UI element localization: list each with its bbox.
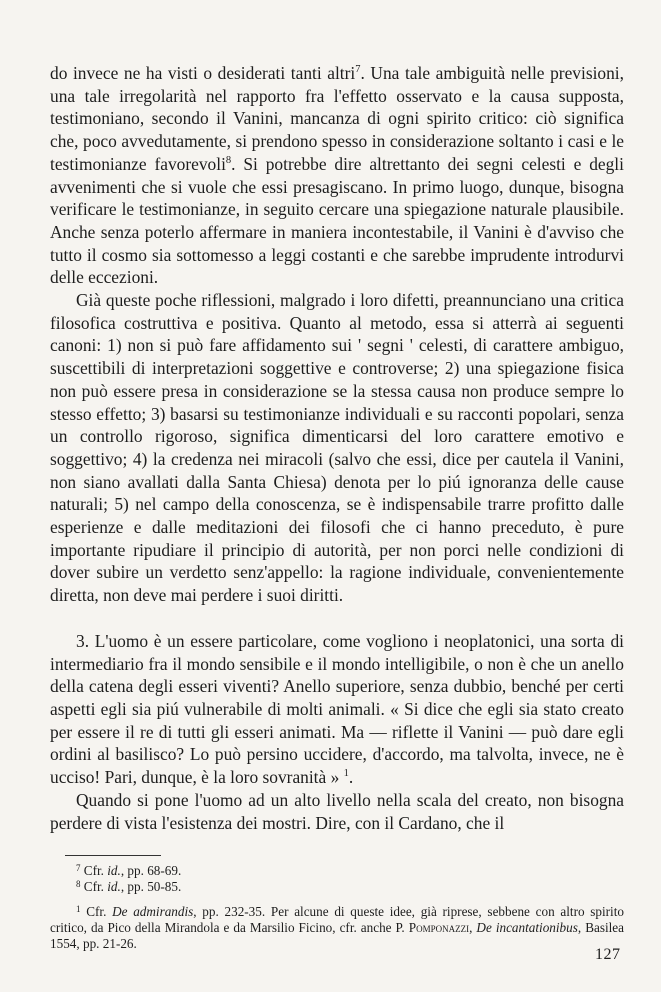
footnote-7: $^7$ Cfr. id., pp. 68-69.	[76, 863, 182, 878]
paragraph-2: Già queste poche riflessioni, malgrado i loro difetti, preannunciano una critica filosofica costruttiva e positiva. Quanto al metodo, essa si atterrà ai seguenti canoni: 1) non si può fare affidamento sui ' segni ' celesti, di carattere ambiguo, suscettibili di interpretazioni soggettive e controverse; 2) una spiegazione fisica non può essere presa in considerazione se la stessa causa non produce sempre lo stesso effetto; 3) basarsi su testimonianze individuali e su racconti popolari, senza un controllo rigoroso, significa dimenticarsi del loro carattere emotivo e soggettivo; 4) la credenza nei miracoli (salvo che essi, dice per cautela il Vanini, non siano avallati dalla Santa Chiesa) denota per lo piú ignoranza delle cause naturali; 5) nel campo della conoscenza, se è indispensabile trarre profitto dalle esperienze e dalle meditazioni dei filosofi che ci hanno preceduto, è pure importante ripudiare il principio di autorità, per non porci nelle condizioni di dover subire un verdetto senz'appello: la ragione individuale, convenientemente diretta, non deve mai perdere i suoi diritti.	[50, 290, 624, 606]
footnotes-continued	[50, 863, 624, 895]
footnote-ref: 7	[355, 64, 361, 76]
footnote-ref: 8	[225, 155, 232, 167]
footnote-8: $^8$ Cfr. id., pp. 50-85.	[76, 879, 182, 894]
footnote-divider	[65, 855, 161, 856]
paragraph-1: do invece ne ha visti o desiderati tanti altri$^7$. Una tale ambiguità nelle previsioni, una tale irregolarità nel rapporto fra l'effetto osservato e la causa supposta, testimoniano, secondo il Vanini, mancanza di ogni spirito critico: ciò significa che, poco avvedutamente, si prendono spesso in considerazione soltanto i casi e le testimonianze favorevoli$^8$. Si potrebbe dire altrettanto dei segni celesti e degli avvenimenti che si vuole che essi presagiscano. In primo luogo, dunque, bisogna verificare le testimonianze, in seguito cercare una spiegazione naturale plausibile. Anche senza poterlo affermare in maniera incontestabile, il Vanini è d'avviso che tutto il cosmo sia sottomesso a leggi costanti e che sarebbe imprudente introdurvi delle eccezioni.	[50, 63, 624, 288]
italic-text: id.	[107, 863, 121, 878]
footnote-ref: 1	[343, 768, 349, 780]
small-caps-text: Pomponazzi	[408, 920, 470, 935]
italic-text: id.	[107, 879, 121, 894]
footnote-ref: 7	[76, 863, 81, 873]
footnote-ref: 1	[76, 904, 81, 914]
paragraph-4: Quando si pone l'uomo ad un alto livello nella scala del creato, non bisogna perdere di vista l'esistenza dei mostri. Dire, con il Cardano, che il	[50, 789, 624, 833]
footnotes	[50, 904, 624, 952]
footnote-ref: 8	[76, 879, 81, 889]
italic-text: De admirandis	[112, 904, 194, 919]
paragraph-3: 3. L'uomo è un essere particolare, come vogliono i neoplatonici, una sorta di intermediario fra il mondo sensibile e il mondo intelligibile, o non è che un anello della catena degli esseri viventi? Anello superiore, senza dubbio, benché per certi aspetti egli sia piú vulnerabile di molti animali. « Si dice che egli sia stato creato per essere il re di tutti gli esseri animati. Ma — riflette il Vanini — può dare egli ordini al basilisco? Lo può persino uccidere, d'accordo, ma talvolta, invece, ne è ucciso! Pari, dunque, è la loro sovranità » $^1$.	[50, 630, 624, 788]
body-text	[50, 62, 624, 834]
page-number: 127	[595, 946, 621, 963]
italic-text: De incantationibus	[476, 920, 578, 935]
footnote-1: $^1$ Cfr. De admirandis, pp. 232-35. Per alcune di queste idee, già riprese, sebbene con altro spirito critico, da Pico della Mirandola e da Marsilio Ficino, cfr. anche P. Pomponazzi, De incantationibus, Basilea 1554, pp. 21-26.	[50, 904, 625, 951]
